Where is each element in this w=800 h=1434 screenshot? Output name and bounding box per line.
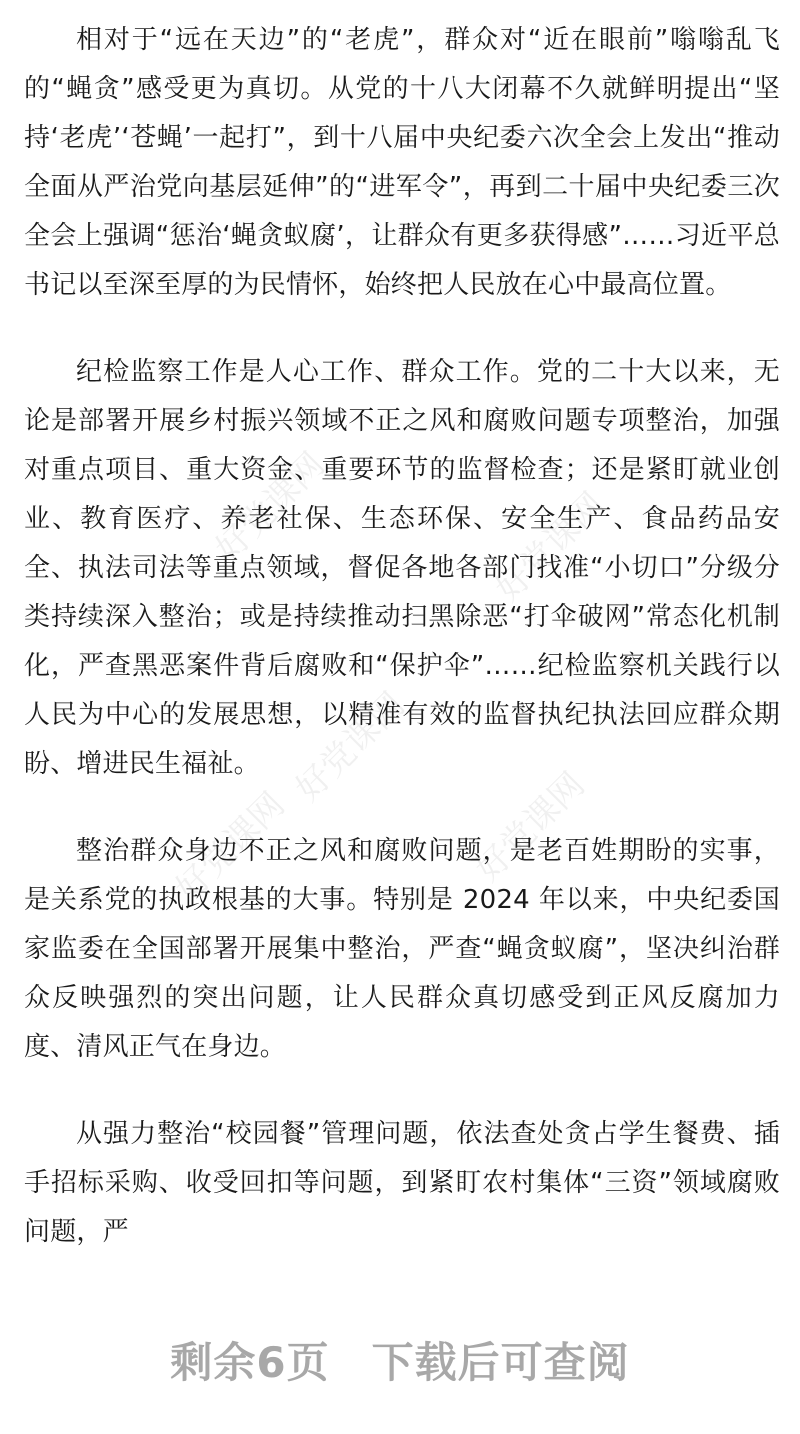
- watermark-text: 好党课网: [288, 684, 413, 810]
- paragraph-1: 相对于“远在天边”的“老虎”，群众对“近在眼前”嗡嗡乱飞的“蝇贪”感受更为真切。从党的十八大闭幕不久就鲜明提出“坚持‘老虎’‘苍蝇’一起打”，到十八届中央纪委六次全会上发出“推动全面从严治党向基层延伸”的“进军令”，再到二十届中央纪委三次全会上强调“惩治‘蝇贪蚁腐’，让群众有更多获得感”……习近平总书记以至深至厚的为民情怀，始终把人民放在心中最高位置。: [24, 25, 780, 300]
- document-body: [24, 16, 780, 1257]
- paragraph-4: 从强力整治“校园餐”管理问题，依法查处贪占学生餐费、插手招标采购、收受回扣等问题，到紧盯农村集体“三资”领域腐败问题，严: [24, 1119, 780, 1247]
- watermark-text: 好党课网: [168, 784, 293, 910]
- watermark-text: 好党课网: [468, 764, 593, 890]
- watermark-text: 好党课网: [488, 484, 613, 610]
- download-to-view-label: 下载后可查阅: [371, 1338, 630, 1387]
- remaining-pages-label: 剩余6页: [170, 1338, 330, 1387]
- paragraph-3: 整治群众身边不正之风和腐败问题，是老百姓期盼的实事，是关系党的执政根基的大事。特别是 2024 年以来，中央纪委国家监委在全国部署开展集中整治，严查“蝇贪蚁腐”，坚决纠治群众反映强烈的突出问题，让人民群众真切感受到正风反腐加力度、清风正气在身边。: [24, 836, 780, 1062]
- watermark-text: 好党课网: [208, 444, 333, 570]
- download-prompt-banner[interactable]: [0, 1330, 800, 1390]
- paragraph-2: 纪检监察工作是人心工作、群众工作。党的二十大以来，无论是部署开展乡村振兴领域不正之风和腐败问题专项整治，加强对重点项目、重大资金、重要环节的监督检查；还是紧盯就业创业、教育医疗、养老社保、生态环保、安全生产、食品药品安全、执法司法等重点领域，督促各地各部门找准“小切口”分级分类持续深入整治；或是持续推动扫黑除恶“打伞破网”常态化机制化，严查黑恶案件背后腐败和“保护伞”……纪检监察机关践行以人民为中心的发展思想，以精准有效的监督执纪执法回应群众期盼、增进民生福祉。: [24, 357, 780, 779]
